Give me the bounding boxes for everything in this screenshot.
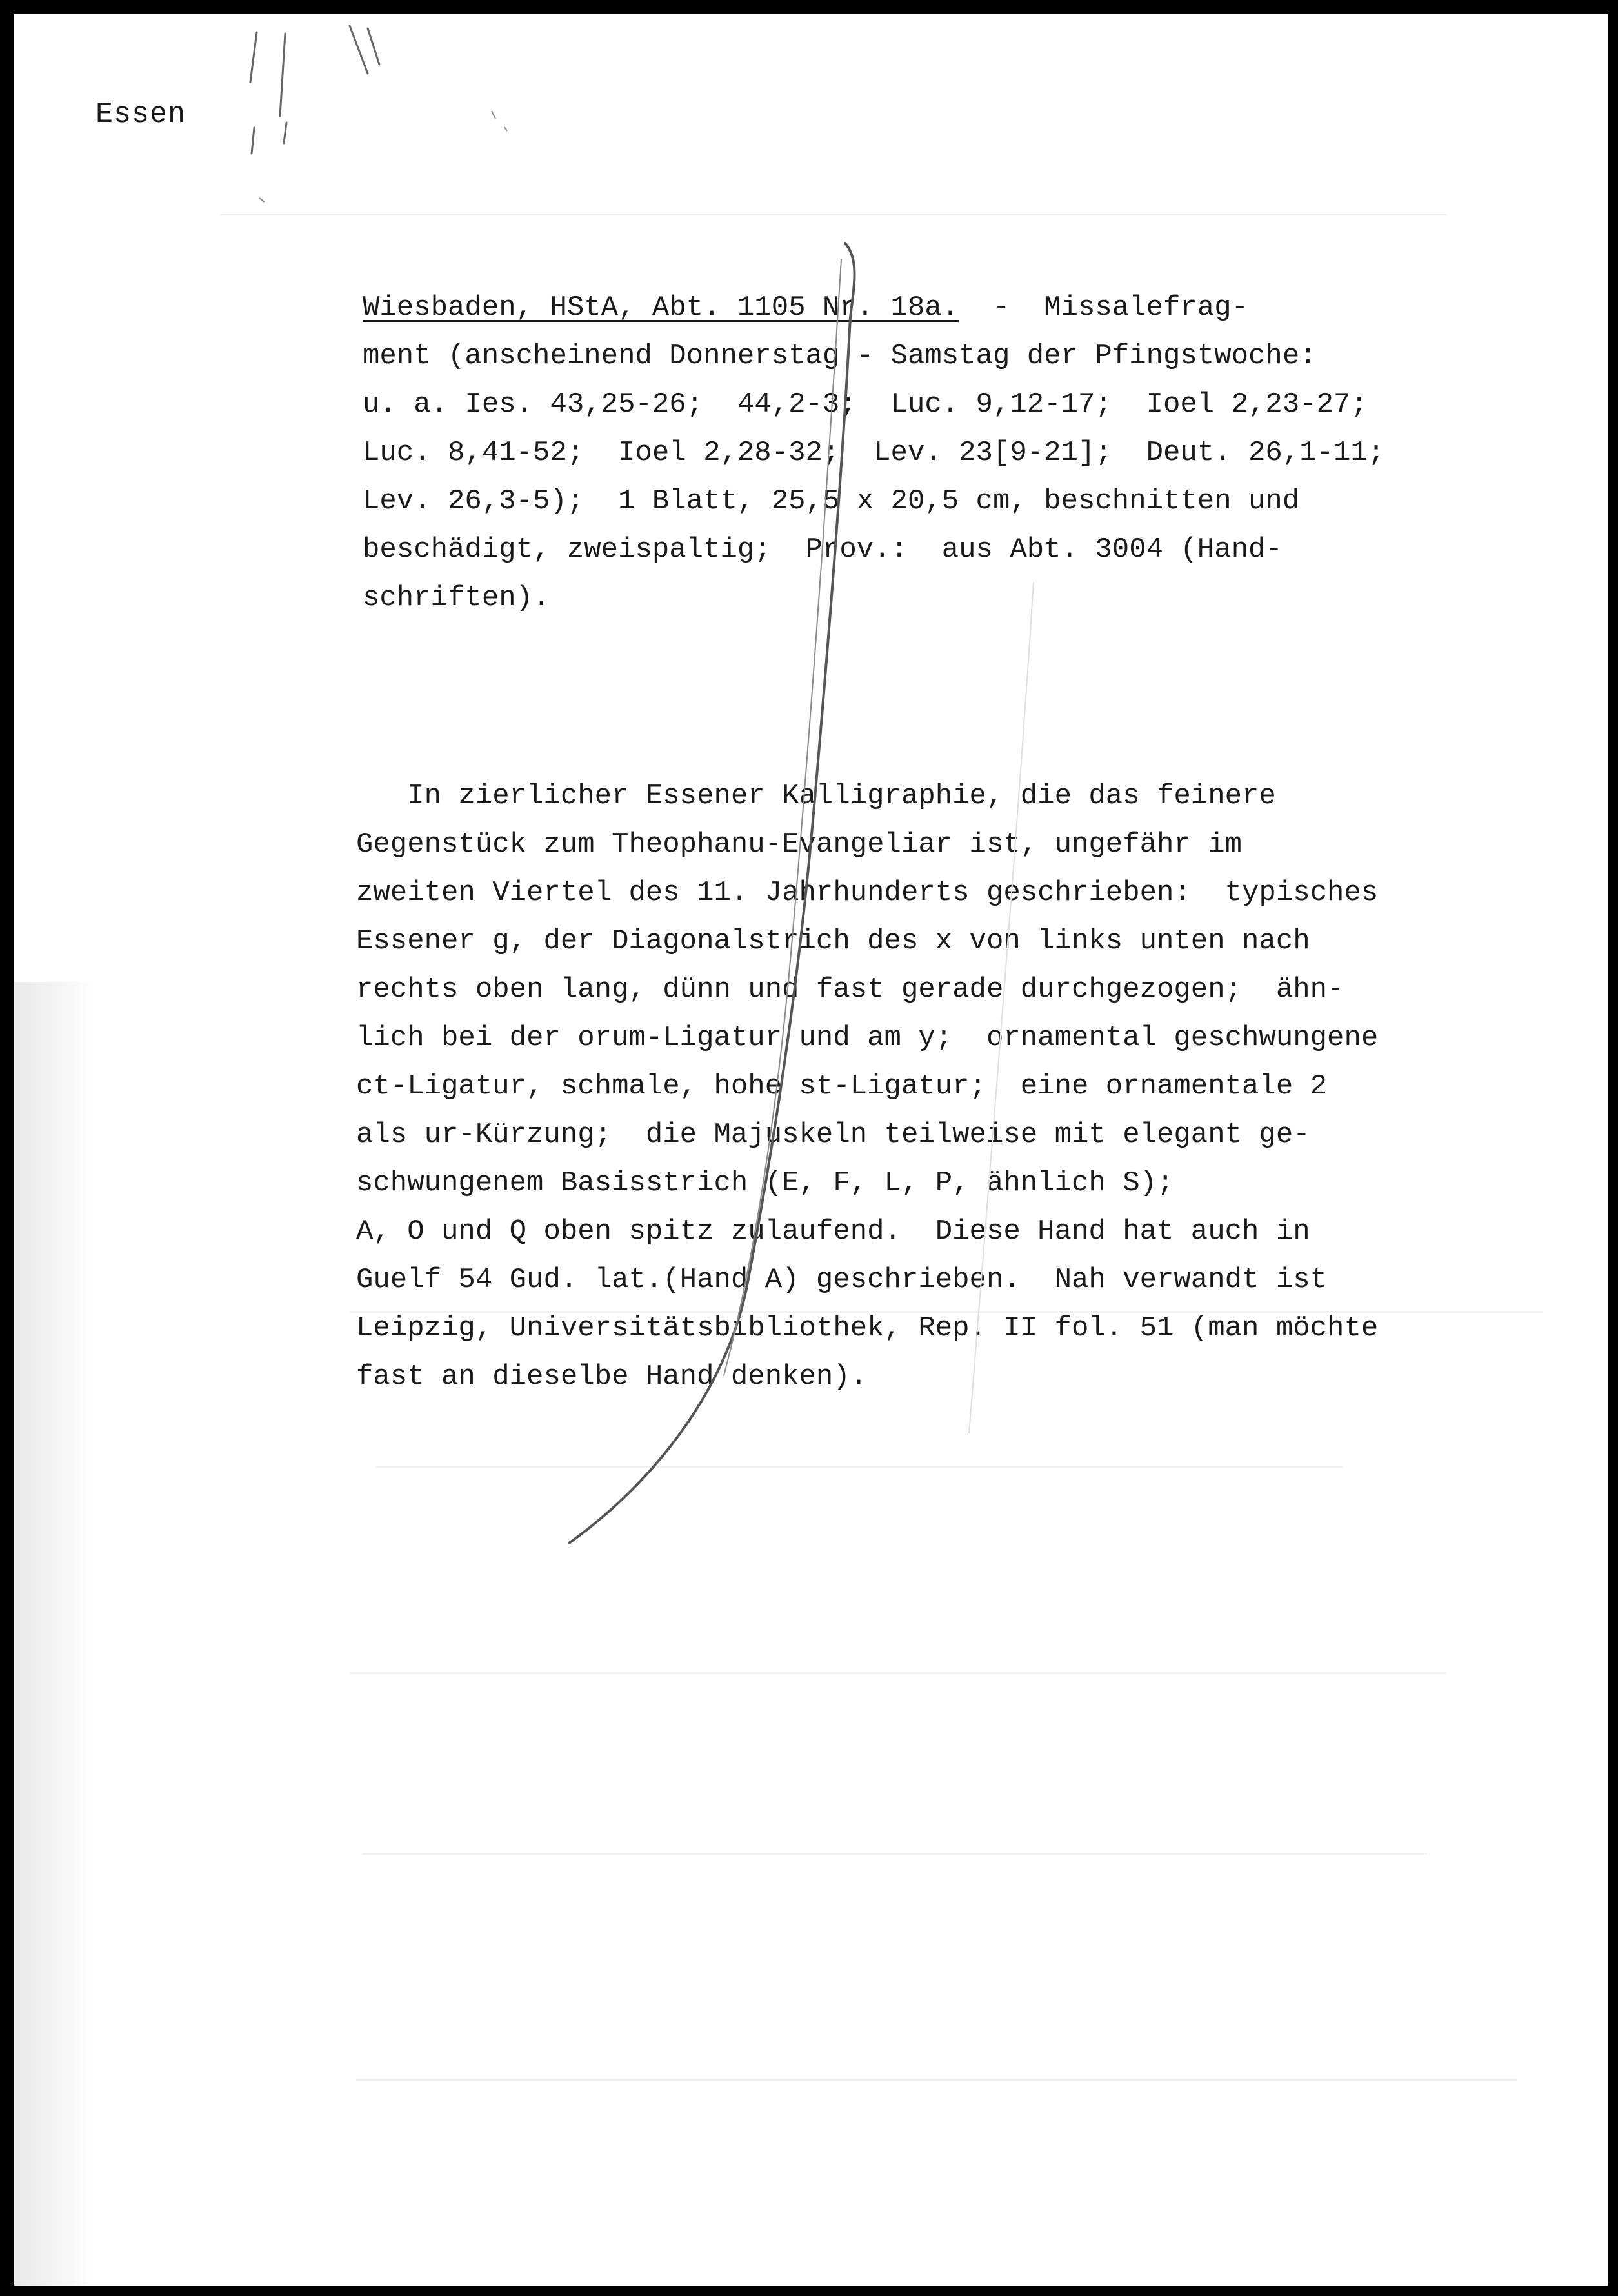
entry-line: beschädigt, zweispaltig; Prov.: aus Abt. 3004 (Hand-	[363, 534, 1283, 566]
bleed-through-lines	[350, 1272, 1575, 2240]
shelfmark: Wiesbaden, HStA, Abt. 1105 Nr. 18a.	[363, 292, 959, 324]
manuscript-entry	[363, 284, 1384, 623]
commentary-line: fast an dieselbe Hand denken).	[356, 1361, 868, 1393]
bleed-line	[363, 1853, 1427, 1855]
commentary-line: Guelf 54 Gud. lat.(Hand A) geschrieben. Nah verwandt ist	[356, 1264, 1328, 1296]
commentary-line: Essener g, der Diagonalstrich des x von links unten nach	[356, 925, 1310, 957]
commentary-line: Gegenstück zum Theophanu-Evangeliar ist, ungefähr im	[356, 828, 1243, 861]
commentary-line: als ur-Kürzung; die Majuskeln teilweise mit elegant ge-	[356, 1119, 1310, 1151]
paleographic-commentary	[356, 772, 1378, 1401]
scan-edge-marks	[250, 26, 379, 154]
entry-line: Lev. 26,3-5); 1 Blatt, 25,5 x 20,5 cm, beschnitten und	[363, 485, 1300, 517]
bleed-line	[375, 1466, 1343, 1468]
place-heading: Essen	[95, 98, 186, 131]
commentary-line: schwungenem Basisstrich (E, F, L, P, ähnlich S);	[356, 1167, 1174, 1199]
commentary-line: In zierlicher Essener Kalligraphie, die das feinere	[356, 780, 1276, 812]
entry-line: u. a. Ies. 43,25-26; 44,2-3; Luc. 9,12-17; Ioel 2,23-27;	[363, 388, 1368, 421]
entry-line: schriften).	[363, 582, 550, 614]
bleed-line	[356, 2079, 1517, 2081]
scan-shadow	[14, 982, 92, 2286]
commentary-line: ct-Ligatur, schmale, hohe st-Ligatur; eine ornamentale 2	[356, 1070, 1328, 1103]
commentary-line: A, O und Q oben spitz zulaufend. Diese Hand hat auch in	[356, 1215, 1310, 1248]
commentary-line: zweiten Viertel des 11. Jahrhunderts geschrieben: typisches	[356, 877, 1379, 909]
commentary-line: lich bei der orum-Ligatur und am y; ornamental geschwungene	[356, 1022, 1379, 1054]
commentary-line: rechts oben lang, dünn und fast gerade durchgezogen; ähn-	[356, 973, 1344, 1006]
entry-line: ment (anscheinend Donnerstag - Samstag der Pfingstwoche:	[363, 340, 1317, 372]
scan-specks	[259, 111, 507, 202]
commentary-line: Leipzig, Universitätsbibliothek, Rep. II fol. 51 (man möchte	[356, 1312, 1379, 1344]
header-divider	[221, 214, 1446, 215]
document-page	[14, 14, 1608, 2286]
bleed-line	[350, 1672, 1446, 1674]
entry-line-1-rest: - Missalefrag-	[959, 292, 1249, 324]
entry-line: Luc. 8,41-52; Ioel 2,28-32; Lev. 23[9-21]; Deut. 26,1-11;	[363, 437, 1385, 469]
